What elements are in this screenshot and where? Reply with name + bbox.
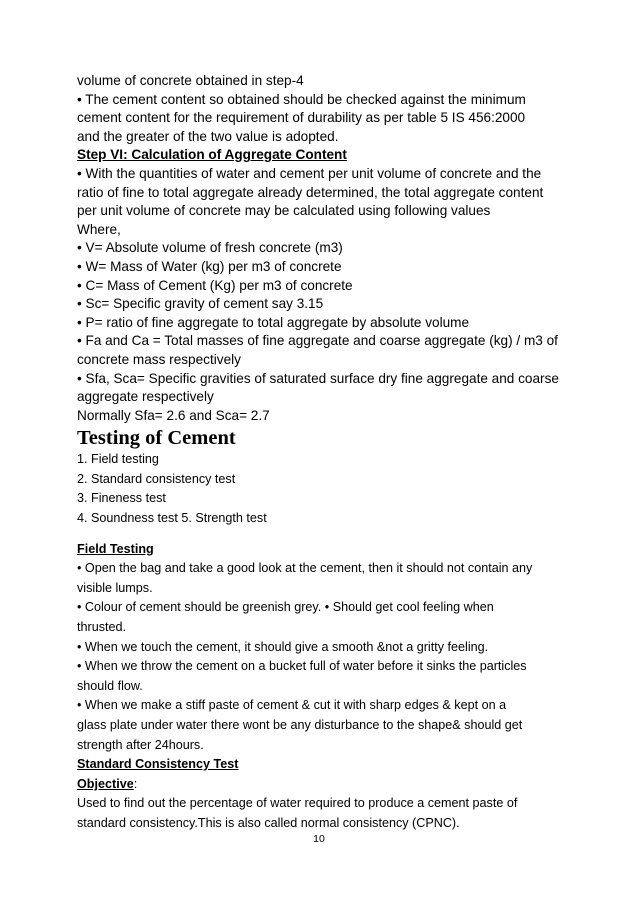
text-line: glass plate under water there wont be any disturbance to the shape& should get — [77, 718, 523, 732]
text-line: standard consistency.This is also called normal consistency (CPNC). — [77, 815, 460, 830]
text-line: cement content for the requirement of durability as per table 5 IS 456:2000 — [77, 110, 526, 126]
text-line: aggregate respectively — [77, 389, 214, 405]
list-item: 3. Fineness test — [77, 491, 166, 506]
text-line: • W= Mass of Water (kg) per m3 of concrete — [77, 258, 342, 274]
text-line: • P= ratio of fine aggregate to total aggregate by absolute volume — [77, 314, 470, 330]
second-section — [77, 450, 567, 833]
field-testing-paragraph — [77, 559, 567, 755]
text-line: Normally Sfa= 2.6 and Sca= 2.7 — [77, 407, 270, 423]
objective-line — [77, 775, 567, 795]
text-line: visible lumps. — [77, 580, 153, 595]
text-line: Used to find out the percentage of water required to produce a cement paste of — [77, 796, 518, 811]
aggregate-paragraph — [77, 165, 567, 425]
text-line: concrete mass respectively — [77, 351, 241, 367]
list-item: 1. Field testing — [77, 452, 159, 467]
text-line: • Colour of cement should be greenish grey. • Should get cool feeling when — [77, 600, 494, 615]
objective-label: Objective — [77, 776, 134, 791]
text-line: • When we make a stiff paste of cement & cut it with sharp edges & kept on a — [77, 698, 507, 713]
text-line: • The cement content so obtained should be checked against the minimum — [77, 91, 526, 107]
text-line: • With the quantities of water and cement per unit volume of concrete and the — [77, 165, 542, 181]
text-line: ratio of fine to total aggregate already determined, the total aggregate content — [77, 184, 544, 200]
testing-of-cement-heading: Testing of Cement — [77, 427, 236, 450]
objective-paragraph — [77, 794, 567, 833]
text-line: and the greater of the two value is adopted. — [77, 128, 339, 144]
field-testing-heading: Field Testing — [77, 541, 154, 556]
text-line: • Fa and Ca = Total masses of fine aggregate and coarse aggregate (kg) / m3 of — [77, 333, 558, 349]
list-item: 4. Soundness test 5. Strength test — [77, 511, 267, 526]
standard-consistency-heading: Standard Consistency Test — [77, 757, 239, 772]
text-line: • When we throw the cement on a bucket full of water before it sinks the particles — [77, 659, 527, 674]
list-item: 2. Standard consistency test — [77, 471, 236, 486]
text-line: • Sfa, Sca= Specific gravities of saturated surface dry fine aggregate and coarse — [77, 370, 559, 386]
objective-colon: : — [133, 776, 138, 791]
text-line: • V= Absolute volume of fresh concrete (m3) — [77, 240, 343, 256]
text-line: thrusted. — [77, 620, 127, 635]
text-line: per unit volume of concrete may be calculated using following values — [77, 203, 491, 219]
page-content — [77, 72, 567, 834]
text-line: • C= Mass of Cement (Kg) per m3 of concrete — [77, 277, 353, 293]
text-line: • Open the bag and take a good look at the cement, then it should not contain any — [77, 561, 533, 576]
text-line: should flow. — [77, 678, 143, 693]
tests-list — [77, 450, 567, 528]
text-line: volume of concrete obtained in step-4 — [77, 73, 304, 88]
intro-paragraph — [77, 72, 567, 146]
text-line: strength after 24hours. — [77, 737, 204, 752]
page-number: 10 — [313, 833, 325, 845]
text-line: • When we touch the cement, it should give a smooth &not a gritty feeling. — [77, 639, 489, 654]
spacer — [77, 529, 567, 540]
text-line: • Sc= Specific gravity of cement say 3.15 — [77, 296, 324, 312]
step6-heading: Step VI: Calculation of Aggregate Content — [77, 147, 347, 163]
text-line: Where, — [77, 221, 121, 237]
